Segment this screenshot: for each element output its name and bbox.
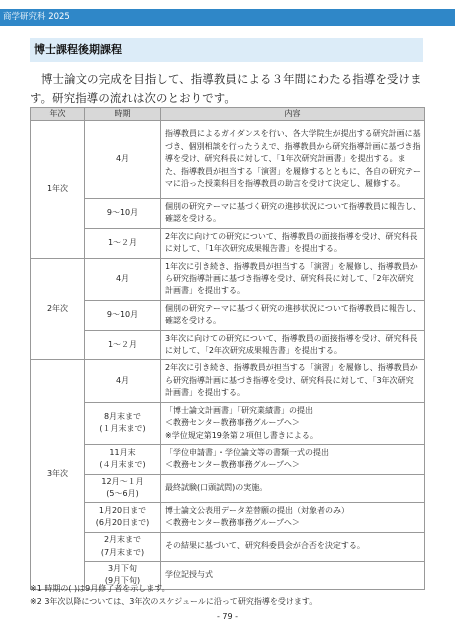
time-september: (４月末まで) <box>99 460 146 470</box>
content-line: 博士論文公表用データ差替願の提出（対象者のみ） <box>165 505 349 515</box>
time-cell: 1〜２月 <box>85 330 161 360</box>
content-line: ＜教務センター教務事務グループへ＞ <box>165 460 300 470</box>
content-cell <box>161 532 425 561</box>
header-time: 時期 <box>85 108 161 121</box>
content-line: 学位記授与式 <box>165 569 213 579</box>
time-main: 1月20日まで <box>98 505 147 515</box>
time-cell: 1〜２月 <box>85 228 161 258</box>
time-main: 12月〜１月 <box>101 476 144 486</box>
footnote: ※2 3年次以降については、3年次のスケジュールに沿って研究指導を受けます。 <box>30 597 318 606</box>
header-band <box>0 0 455 26</box>
table-row <box>31 360 425 402</box>
time-cell <box>85 402 161 444</box>
content-line: ＜教務センター教務事務グループへ＞ <box>165 418 300 428</box>
content-cell: 個別の研究テーマに基づく研究の進捗状況について指導教員に報告し、確認を受ける。 <box>161 300 425 330</box>
table-row <box>31 474 425 502</box>
year-cell: 2年次 <box>31 258 85 360</box>
time-cell <box>85 474 161 502</box>
table-row <box>31 228 425 258</box>
time-cell: 9〜10月 <box>85 300 161 330</box>
time-main: 2月末まで <box>103 535 142 545</box>
time-cell: 4月 <box>85 121 161 199</box>
time-september: (5〜6月) <box>106 489 139 499</box>
time-cell <box>85 444 161 474</box>
year-cell: 3年次 <box>31 360 85 589</box>
time-september: (6月20日まで) <box>95 518 150 528</box>
table-header-row <box>31 108 425 121</box>
time-cell <box>85 532 161 561</box>
time-september: (9月下旬) <box>104 576 141 586</box>
content-line: 「博士論文計画書」「研究業績書」の提出 <box>165 405 313 415</box>
section-title: 博士課程後期課程 <box>30 38 423 62</box>
time-cell: 9〜10月 <box>85 199 161 229</box>
header-year: 年次 <box>31 108 85 121</box>
schedule-table <box>30 107 425 590</box>
year-cell: 1年次 <box>31 121 85 259</box>
content-line: ＜教務センター教務事務グループへ＞ <box>165 518 300 528</box>
table-row <box>31 532 425 561</box>
time-september: (7月末まで) <box>100 547 145 557</box>
content-cell <box>161 444 425 474</box>
content-cell: 1年次に引き続き、指導教員が担当する「演習」を履修し、指導教員から研究指導計画に基づき指導を受け、研究科長に対して、「2年次研究計画書」を提出する。 <box>161 258 425 300</box>
table-row <box>31 330 425 360</box>
content-line: 「学位申請書」・学位論文等の書類一式の提出 <box>165 447 329 457</box>
table-row <box>31 402 425 444</box>
content-line: その結果に基づいて、研究科委員会が合否を決定する。 <box>165 541 365 551</box>
header-title: 商学研究科 2025 <box>3 12 70 22</box>
page-number: - 79 - <box>216 612 239 621</box>
table-row <box>31 258 425 300</box>
content-cell: 2年次に引き続き、指導教員が担当する「演習」を履修し、指導教員から研究指導計画に基づき指導を受け、研究科長に対して、「3年次研究計画書」を提出する。 <box>161 360 425 402</box>
table-row <box>31 300 425 330</box>
intro-paragraph: 博士論文の完成を目指して、指導教員による３年間にわたる指導を受けます。研究指導の流れは次のとおりです。 <box>30 72 422 105</box>
footnotes <box>30 582 430 608</box>
content-cell <box>161 474 425 502</box>
content-line: 最終試験(口頭試問)の実施。 <box>165 483 268 493</box>
content-cell: 指導教員によるガイダンスを行い、各大学院生が提出する研究計画に基づき、個別相談を行ったうえで、指導教員から研究指導計画に基づき指導を受け、研究科長に対して、「1年次研究計画書」を提出する。また、指導教員が担当する「演習」を履修するとともに、各自の研究テーマに沿った授業科目を指導教員の助言を受けて決定し、履修する。 <box>161 121 425 199</box>
content-line: ※学位規定第19条第２項但し書きによる。 <box>165 430 318 440</box>
content-cell: 2年次に向けての研究について、指導教員の面接指導を受け、研究科長に対して、「1年次研究成果報告書」を提出する。 <box>161 228 425 258</box>
time-cell: 4月 <box>85 360 161 402</box>
content-cell: 3年次に向けての研究について、指導教員の面接指導を受け、研究科長に対して、「2年次研究成果報告書」を提出する。 <box>161 330 425 360</box>
footnote: ※1 時期の( )は9月修了者を示します。 <box>30 584 170 593</box>
time-main: 11月末 <box>109 447 136 457</box>
time-cell <box>85 502 161 532</box>
content-cell <box>161 502 425 532</box>
header-content: 内容 <box>161 108 425 121</box>
table-row <box>31 199 425 229</box>
table-row <box>31 502 425 532</box>
content-cell <box>161 402 425 444</box>
time-main: 3月下旬 <box>107 563 138 573</box>
time-september: (１月末まで) <box>99 424 146 434</box>
table-row <box>31 444 425 474</box>
time-cell: 4月 <box>85 258 161 300</box>
table-row <box>31 121 425 199</box>
content-cell: 個別の研究テーマに基づく研究の進捗状況について指導教員に報告し、確認を受ける。 <box>161 199 425 229</box>
time-main: 8月末まで <box>103 411 142 421</box>
